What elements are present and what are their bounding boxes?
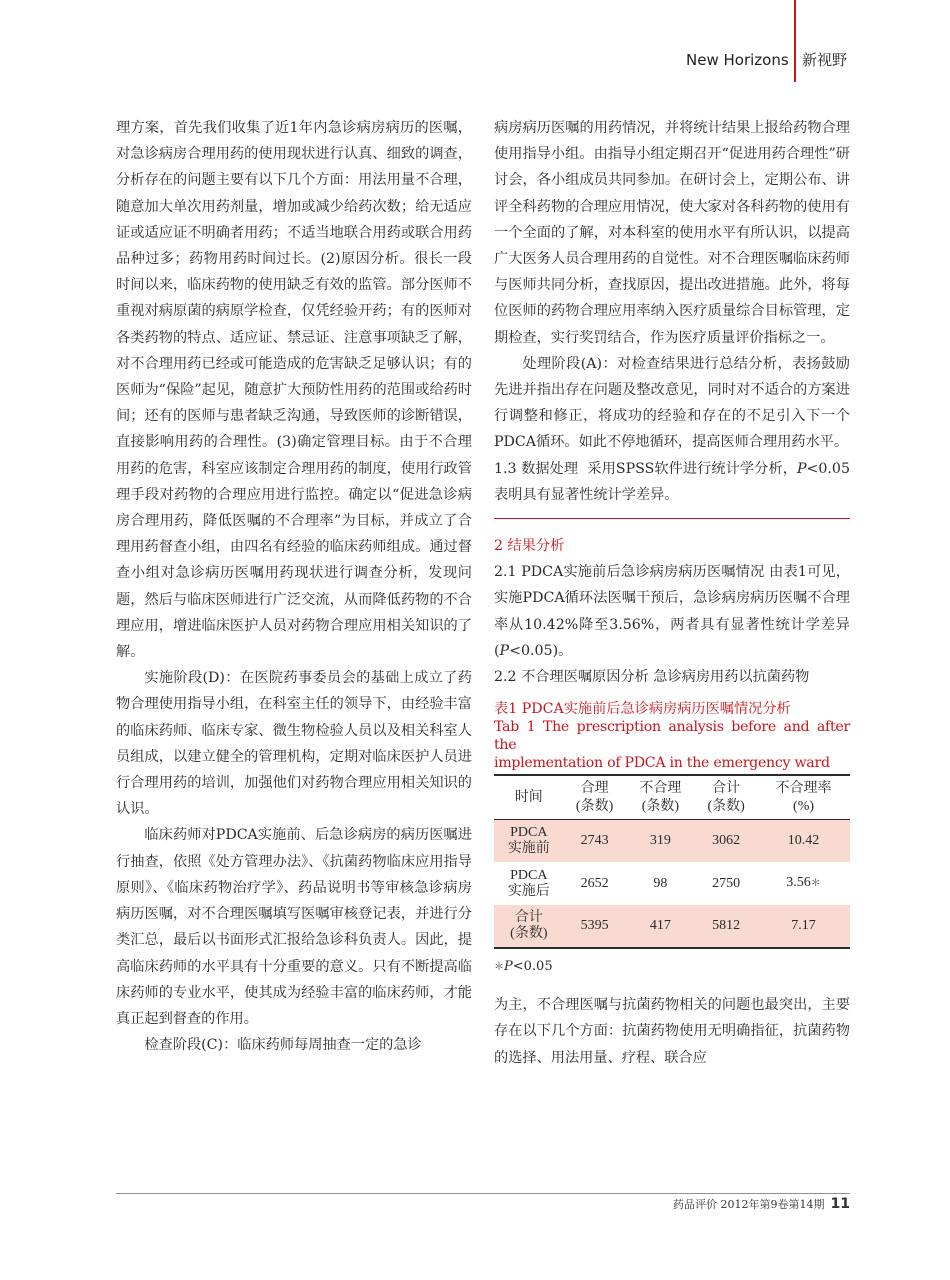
table-block bbox=[494, 700, 850, 978]
left-column bbox=[116, 115, 472, 1058]
page-footer bbox=[673, 1196, 850, 1213]
section-label bbox=[686, 50, 848, 70]
header-cell-unreasonable: 不合理 (条数) bbox=[639, 780, 682, 814]
subsection-heading: 1.3 数据处理 bbox=[494, 460, 579, 477]
section-label-cn: 新视野 bbox=[802, 51, 848, 69]
table-cell: 417 bbox=[649, 918, 671, 934]
footer-divider bbox=[116, 1193, 850, 1194]
paragraph bbox=[494, 456, 850, 508]
p-value-symbol: P bbox=[504, 959, 513, 975]
paragraph: 理方案，首先我们收集了近1年内急诊病房病历的医嘱，对急诊病房合理用药的使用现状进行认真、细致的调查，分析存在的问题主要有以下几个方面：用法用量不合理，随意加大单次用药剂量，增加或减少给药次数；给无适应证或适应证不明确者用药；不适当地联合用药或联合用药品种过多；药物用药时间过长。(2)原因分析。很长一段时间以来，临床药物的使用缺乏有效的监管。部分医师不重视对病原菌的病原学检查，仅凭经验开药；有的医师对各类药物的特点、适应证、禁忌证、注意事项缺乏了解，对不合理用药已经或可能造成的危害缺乏足够认识；有的医师为“保险”起见，随意扩大预防性用药的范围或给药时间；还有的医师与患者缺乏沟通，导致医师的诊断错误，直接影响用药的合理性。(3)确定管理目标。由于不合理用药的危害，科室应该制定合理用药的制度，使用行政管理手段对药物的合理应用进行监控。确定以“促进急诊病房合理用药，降低医嘱的不合理率”为目标，并成立了合理用药督查小组，由四名有经验的临床药师组成。通过督查小组对急诊病历医嘱用药现状进行调查分析，发现问题，然后与临床医师进行广泛交流，从而降低药物的不合理应用，增进临床医护人员对药物合理应用相关知识的了解。 bbox=[116, 120, 472, 661]
header-cell-total: 合计 (条数) bbox=[707, 780, 745, 814]
table-footnote bbox=[494, 957, 850, 978]
row-label: 合计 (条数) bbox=[510, 910, 548, 942]
section-heading: 2 结果分析 bbox=[494, 538, 565, 555]
right-column bbox=[494, 115, 850, 1071]
header-cell-rate: 不合理率 (%) bbox=[775, 780, 832, 814]
journal-info: 药品评价 2012年第9卷第14期 bbox=[673, 1198, 825, 1211]
paragraph: 2.2 不合理医嘱原因分析 急诊病房用药以抗菌药物 bbox=[494, 669, 810, 686]
header-cell-time: 时间 bbox=[514, 789, 543, 805]
table-caption-en: implementation of PDCA in the emergency ward bbox=[494, 755, 830, 772]
paragraph bbox=[494, 559, 850, 664]
table-cell: 98 bbox=[653, 875, 668, 891]
table-cell: 5812 bbox=[712, 918, 741, 934]
data-table bbox=[494, 774, 850, 949]
table-row bbox=[494, 905, 850, 948]
page-number: 11 bbox=[830, 1196, 850, 1212]
section-divider bbox=[494, 518, 850, 519]
header-divider bbox=[794, 0, 796, 82]
paragraph: 病房病历医嘱的用药情况，并将统计结果上报给药物合理使用指导小组。由指导小组定期召开“促进用药合理性”研讨会，各小组成员共同参加。在研讨会上，定期公布、讲评全科药物的合理应用情况，使大家对各科药物的使用有一个全面的了解，对本科室的使用水平有所认识，以提高广大医务人员合理用药的自觉性。对不合理医嘱临床药师与医师共同分析，查找原因，提出改进措施。此外，将每位医师的药物合理应用率纳入医疗质量综合目标管理，定期检查，实行奖罚结合，作为医疗质量评价指标之一。 bbox=[494, 120, 850, 346]
table-cell: 2652 bbox=[580, 875, 609, 891]
paragraph: 为主，不合理医嘱与抗菌药物相关的问题也最突出，主要存在以下几个方面：抗菌药物使用无明确指征，抗菌药物的选择、用法用量、疗程、联合应 bbox=[494, 997, 850, 1066]
paragraph-text: <0.05)。 bbox=[509, 642, 573, 659]
table-row bbox=[494, 819, 850, 862]
table-caption bbox=[494, 700, 850, 772]
row-label: PDCA 实施前 bbox=[507, 825, 550, 857]
significance-mark: ＊ bbox=[810, 878, 821, 890]
paragraph-text: <0.05表明具有显著性统计学差异。 bbox=[494, 460, 850, 503]
p-value-symbol: P bbox=[796, 460, 807, 477]
footnote-mark: ＊ bbox=[494, 962, 504, 974]
section-label-en: New Horizons bbox=[686, 51, 789, 69]
header-cell-reasonable: 合理 (条数) bbox=[575, 780, 614, 814]
table-cell: 5395 bbox=[580, 918, 609, 934]
table-cell: 10.42 bbox=[787, 833, 820, 849]
table-caption-cn: 表1 PDCA实施前后急诊病房病历医嘱情况分析 bbox=[494, 701, 791, 718]
table-cell: 3.56＊ bbox=[786, 875, 821, 891]
paragraph: 处理阶段(A)：对检查结果进行总结分析，表扬鼓励先进并指出存在问题及整改意见，同时对不适合的方案进行调整和修正，将成功的经验和存在的不足引入下一个PDCA循环。如此不停地循环，提高医师合理用药水平。 bbox=[494, 355, 850, 451]
paragraph-text: 采用SPSS软件进行统计学分析， bbox=[587, 460, 797, 477]
paragraph: 检查阶段(C)：临床药师每周抽查一定的急诊 bbox=[144, 1037, 422, 1054]
table-header-row bbox=[494, 775, 850, 819]
paragraph-text: 2.1 PDCA实施前后急诊病房病历医嘱情况 由表1可见，实施PDCA循环法医嘱干预后，急诊病房病历医嘱不合理率从10.42%降至3.56%，两者具有显著性统计学差异( bbox=[494, 564, 850, 659]
page-header bbox=[0, 0, 950, 80]
paragraph: 实施阶段(D)：在医院药事委员会的基础上成立了药物合理使用指导小组，在科室主任的领导下，由经验丰富的临床药师、临床专家、微生物检验人员以及相关科室人员组成，以建立健全的管理机构，定期对临床医护人员进行合理用药的培训，加强他们对药物合理应用相关知识的认识。 bbox=[116, 670, 472, 818]
paragraph: 临床药师对PDCA实施前、后急诊病房的病历医嘱进行抽查，依照《处方管理办法》、《抗菌药物临床应用指导原则》、《临床药物治疗学》、药品说明书等审核急诊病房病历医嘱，对不合理医嘱填写医嘱审核登记表，并进行分类汇总，最后以书面形式汇报给急诊科负责人。因此，提高临床药师的水平具有十分重要的意义。只有不断提高临床药师的专业水平，使其成为经验丰富的临床药师，才能真正起到督查的作用。 bbox=[116, 827, 472, 1027]
p-value-symbol: P bbox=[499, 642, 510, 659]
table-row bbox=[494, 862, 850, 905]
row-label: PDCA 实施后 bbox=[507, 867, 550, 899]
footnote-text: <0.05 bbox=[512, 959, 553, 975]
table-cell: 7.17 bbox=[791, 918, 816, 934]
table-cell: 2743 bbox=[580, 833, 609, 849]
table-caption-en: Tab 1 The prescription analysis before and after the bbox=[494, 719, 850, 754]
table-cell: 2750 bbox=[712, 875, 741, 891]
table-cell: 319 bbox=[649, 833, 671, 849]
table-cell: 3062 bbox=[712, 833, 741, 849]
